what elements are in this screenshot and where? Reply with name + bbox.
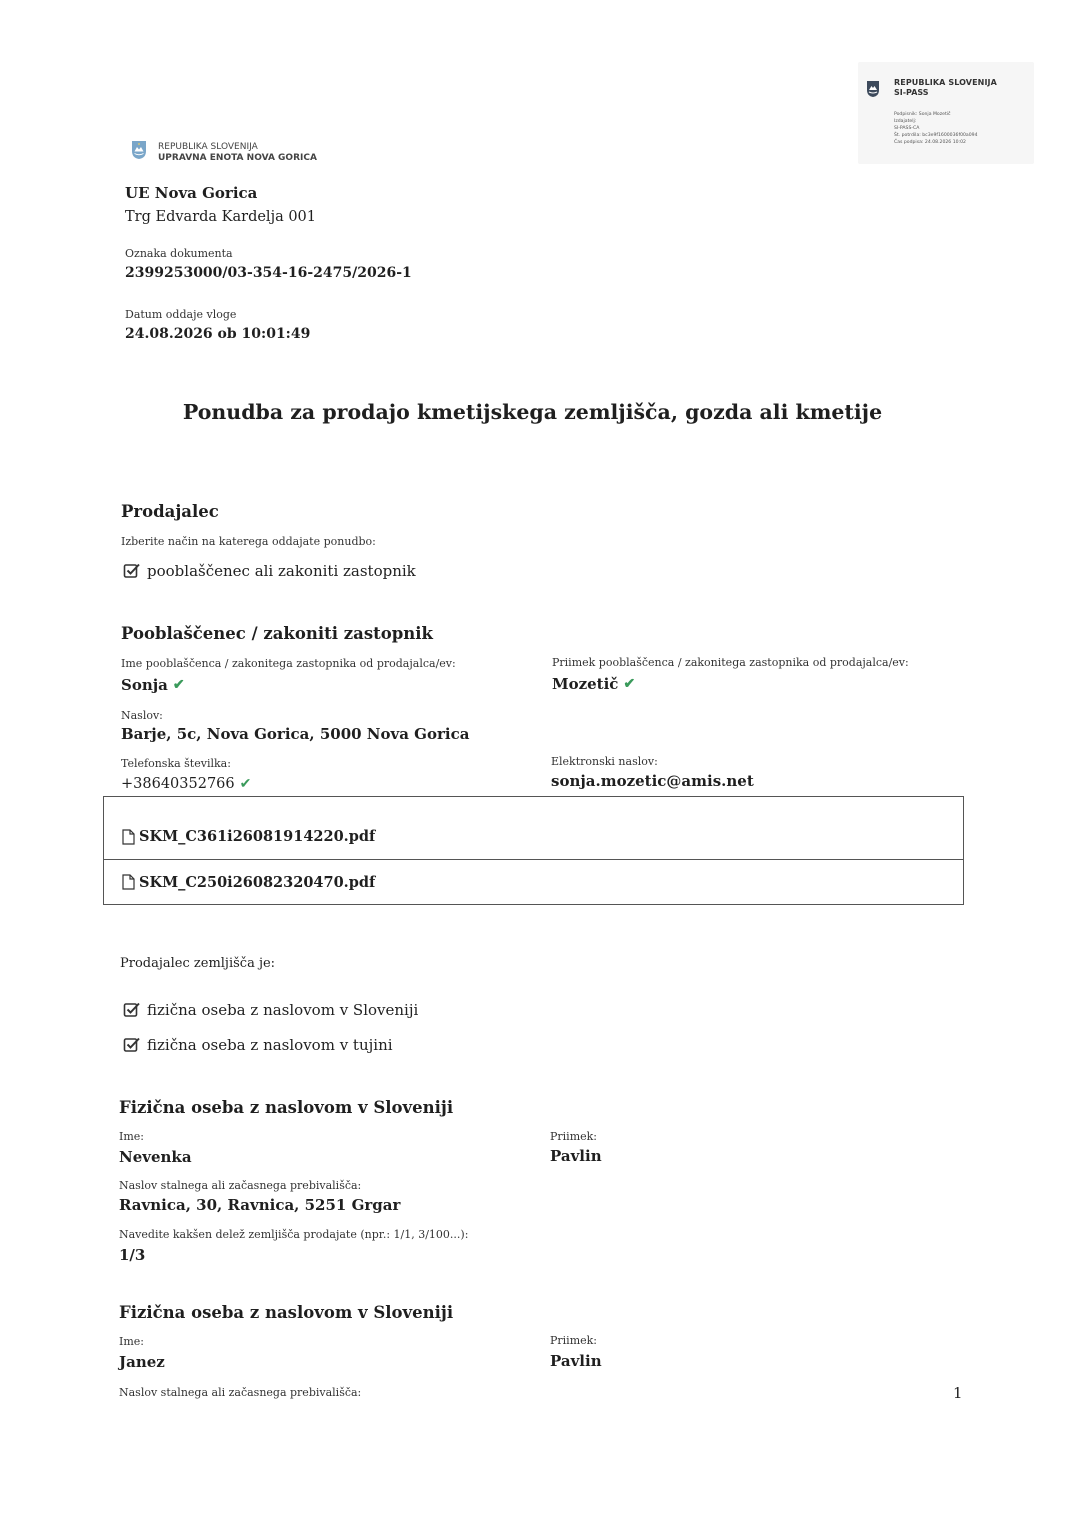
- rep-phone-value: +38640352766: [121, 776, 235, 792]
- section-heading-seller: Prodajalec: [121, 502, 219, 521]
- rep-first-name-value: Sonja: [121, 676, 168, 694]
- coat-of-arms-icon: [131, 140, 147, 160]
- date-label: Datum oddaje vloge: [125, 308, 237, 321]
- check-icon: ✔: [623, 676, 636, 692]
- office-address: Trg Edvarda Kardelja 001: [125, 209, 316, 225]
- rep-phone: [121, 776, 251, 792]
- person-1-address-label: Naslov stalnega ali začasnega prebivališča:: [119, 1179, 362, 1192]
- rep-address: Barje, 5c, Nova Gorica, 5000 Nova Gorica: [121, 725, 470, 743]
- stamp-line: SI-PASS-CA: [894, 126, 920, 131]
- rep-email: sonja.mozetic@amis.net: [551, 772, 754, 790]
- attachment-filename: SKM_C250i26082320470.pdf: [139, 873, 376, 891]
- rep-last-name-label: Priimek pooblaščenca / zakonitega zastopnika od prodajalca/ev:: [552, 656, 909, 669]
- section-heading-representative: Pooblaščenec / zakoniti zastopnik: [121, 624, 433, 643]
- person-1-last-name: Pavlin: [550, 1147, 602, 1165]
- page-number: 1: [953, 1384, 963, 1402]
- attachment-item[interactable]: [104, 814, 963, 860]
- stamp-line: Čas podpisa: 24.08.2026 10:02: [894, 140, 966, 145]
- stamp-republic: REPUBLIKA SLOVENIJA: [894, 78, 997, 87]
- rep-first-name-label: Ime pooblaščenca / zakonitega zastopnika od prodajalca/ev:: [121, 657, 456, 670]
- rep-address-label: Naslov:: [121, 709, 163, 722]
- person-1-share: 1/3: [119, 1246, 146, 1264]
- office-name: UE Nova Gorica: [125, 184, 258, 202]
- person-2-address-label: Naslov stalnega ali začasnega prebivališča:: [119, 1386, 362, 1399]
- logo-text-republic: REPUBLIKA SLOVENIJA: [158, 142, 258, 152]
- person-2-first-name: Janez: [119, 1353, 165, 1371]
- section-heading-person-2: Fizična oseba z naslovom v Sloveniji: [119, 1303, 454, 1322]
- person-1-last-name-label: Priimek:: [550, 1130, 598, 1143]
- rep-first-name: [121, 676, 185, 694]
- attachment-item[interactable]: [104, 859, 963, 905]
- stamp-line: Št. potrdila: bc3e9f1600036f00a094: [894, 133, 978, 138]
- logo-text-office: UPRAVNA ENOTA NOVA GORICA: [158, 153, 317, 163]
- person-1-first-name-label: Ime:: [119, 1130, 144, 1143]
- person-2-last-name: Pavlin: [550, 1352, 602, 1370]
- option-label: fizična oseba z naslovom v Sloveniji: [147, 1001, 419, 1019]
- person-2-first-name-label: Ime:: [119, 1335, 144, 1348]
- doc-id-value: 2399253000/03-354-16-2475/2026-1: [125, 265, 412, 281]
- stamp-line: Podpisnik: Sonja Mozetič: [894, 112, 951, 117]
- rep-last-name: [552, 675, 635, 693]
- person-2-last-name-label: Priimek:: [550, 1334, 598, 1347]
- checkbox-checked-icon: [123, 562, 141, 580]
- stamp-service: SI-PASS: [894, 88, 929, 97]
- check-icon: ✔: [172, 677, 185, 693]
- seller-prompt: Izberite način na katerega oddajate ponudbo:: [121, 535, 376, 548]
- person-1-address: Ravnica, 30, Ravnica, 5251 Grgar: [119, 1196, 401, 1214]
- checkbox-checked-icon: [123, 1001, 141, 1019]
- person-1-share-label: Navedite kakšen delež zemljišča prodajate (npr.: 1/1, 3/100...):: [119, 1228, 469, 1241]
- doc-id-label: Oznaka dokumenta: [125, 247, 233, 260]
- section-heading-person-1: Fizična oseba z naslovom v Sloveniji: [119, 1098, 454, 1117]
- attachments-list: [103, 796, 964, 905]
- file-icon: [122, 874, 135, 890]
- option-physical-slovenia: [123, 1001, 418, 1019]
- check-icon: ✔: [239, 776, 252, 792]
- person-1-first-name: Nevenka: [119, 1148, 192, 1166]
- attachment-filename: SKM_C361i26081914220.pdf: [139, 828, 376, 845]
- option-label: fizična oseba z naslovom v tujini: [147, 1036, 393, 1054]
- coat-of-arms-icon: [866, 80, 880, 98]
- option-label: pooblaščenec ali zakoniti zastopnik: [147, 562, 416, 580]
- page-title: Ponudba za prodajo kmetijskega zemljišča, gozda ali kmetije: [182, 400, 883, 424]
- rep-email-label: Elektronski naslov:: [551, 755, 658, 768]
- option-representative: [123, 562, 416, 580]
- rep-phone-label: Telefonska številka:: [121, 757, 231, 770]
- file-icon: [122, 829, 135, 845]
- seller-type-prompt: Prodajalec zemljišča je:: [120, 956, 276, 971]
- checkbox-checked-icon: [123, 1036, 141, 1054]
- stamp-line: Izdajatelj:: [894, 119, 917, 124]
- date-value: 24.08.2026 ob 10:01:49: [125, 326, 311, 342]
- signature-stamp: [858, 62, 1034, 164]
- option-physical-abroad: [123, 1036, 393, 1054]
- rep-last-name-value: Mozetič: [552, 675, 619, 693]
